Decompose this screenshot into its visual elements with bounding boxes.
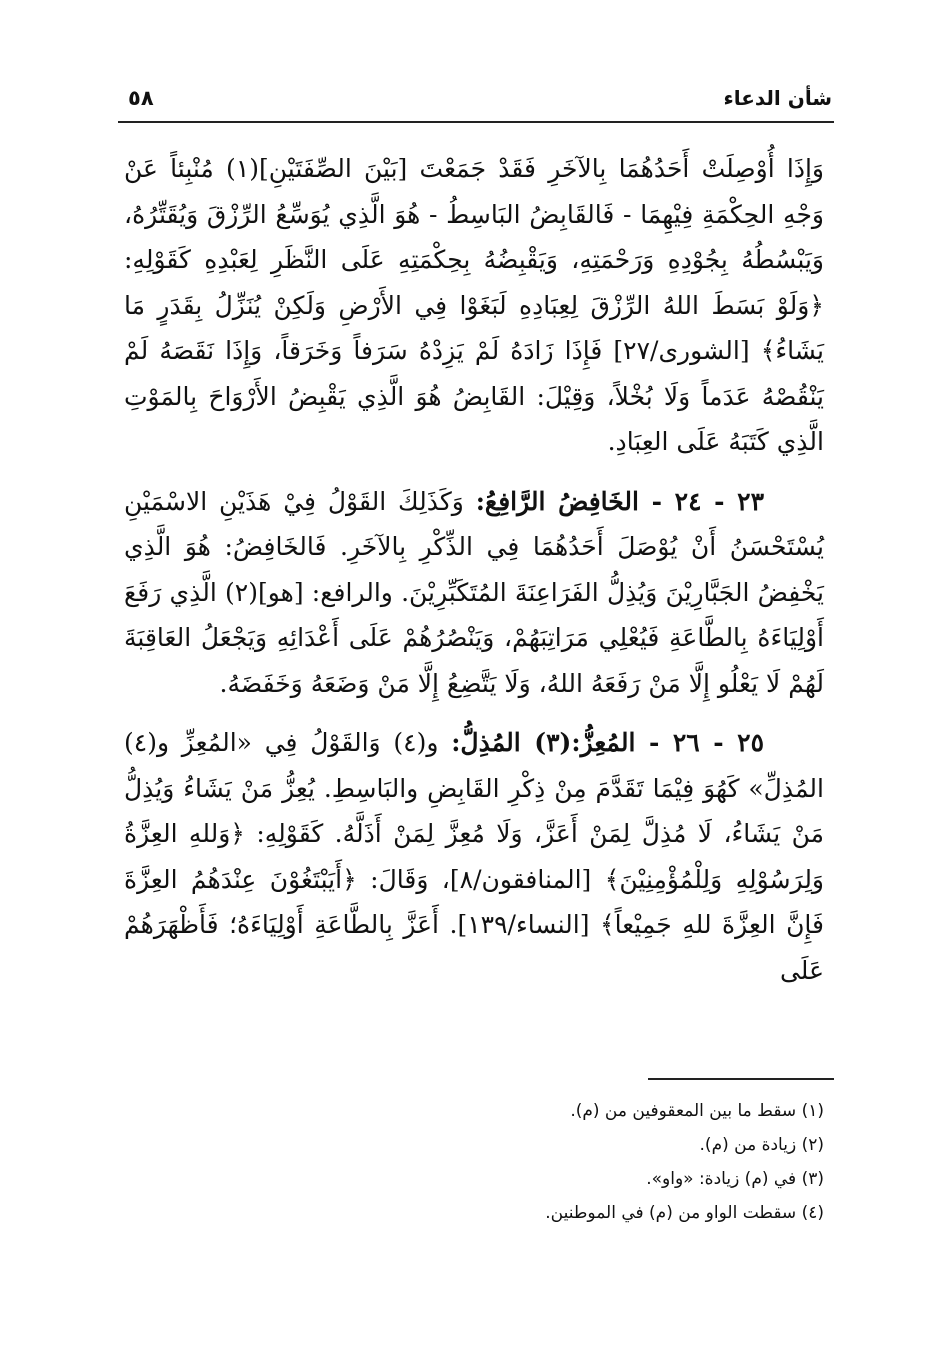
footnote-2: (٢) زيادة من (م). [699, 1135, 824, 1155]
footnotes [364, 1094, 824, 1230]
running-title: شأن الدعاء [723, 86, 832, 110]
paragraph-3-text: و(٤) وَالقَوْلُ فِي «المُعِزِّ و(٤) المُذِلِّ» كَهُوَ فِيْمَا تَقَدَّمَ مِنْ ذِكْرِ القَابِضِ والبَاسِطِ. يُعِزُّ مَنْ يَشَاءُ وَيُذِلُّ مَنْ يَشَاءُ، لَا مُذِلَّ لِمَنْ أَعَزَّ، وَلَا مُعِزَّ لِمَنْ أَذَلَّهُ. كَقَوْلِهِ: ﴿وَللهِ العِزَّةُ وَلِرَسُوْلِهِ وَلِلْمُؤْمِنِيْنَ﴾ [المنافقون/٨]، وَقَالَ: ﴿أَيَبْتَغُوْنَ عِنْدَهُمُ العِزَّةَ فَإِنَّ العِزَّةَ للهِ جَمِيْعاً﴾ [النساء/١٣٩]. أَعَزَّ بِالطَّاعَةِ أَوْلِيَاءَهُ؛ فَأَظْهَرَهُمْ عَلَى [124, 728, 825, 985]
paragraph-3-heading: ٢٥ - ٢٦ - المُعِزُّ:(٣) المُذِلُّ: [451, 728, 764, 757]
paragraph-3 [124, 720, 824, 993]
footnote-divider [648, 1078, 834, 1080]
paragraph-1 [124, 146, 824, 465]
header-divider [118, 121, 834, 123]
footnote-3: (٣) في (م) زيادة: «واو». [646, 1169, 824, 1189]
paragraph-2-text: وَكَذَلِكَ القَوْلُ فِيْ هَذَيْنِ الاسْمَيْنِ يُسْتَحْسَنُ أَنْ يُوْصَلَ أَحَدُهُمَا فِي الذِّكْرِ بِالآخَرِ. فَالخَافِضُ: هُوَ الَّذِي يَخْفِضُ الجَبَّارِيْنَ وَيُذِلُّ الفَرَاعِنَةَ المُتَكَبِّرِيْنَ. والرافع: [هو](٢) الَّذِي رَفَعَ أَوْلِيَاءَهُ بِالطَّاعَةِ فَيُعْلِي مَرَاتِبَهُمْ، وَيَنْصُرُهُمْ عَلَى أَعْدَائِهِ وَيَجْعَلُ العَاقِبَةَ لَهُمْ لَا يَعْلُو إِلَّا مَنْ رَفَعَهُ اللهُ، وَلَا يَتَّضِعُ إِلَّا مَنْ وَضَعَهُ وَخَفَضَهُ. [124, 486, 824, 698]
page-number: ٥٨ [128, 86, 154, 110]
paragraph-2-heading: ٢٣ - ٢٤ - الخَافِضُ الرَّافِعُ: [475, 486, 764, 516]
footnote-4: (٤) سقطت الواو من (م) في الموطنين. [545, 1203, 824, 1223]
main-text [124, 146, 824, 993]
running-header [120, 86, 832, 116]
paragraph-1-text: وَإِذَا أُوْصِلَتْ أَحَدُهُمَا بِالآخَرِ فَقَدْ جَمَعْتَ [بَيْنَ الصِّفَتَيْنِ](١) مُنْبِئاً عَنْ وَجْهِ الحِكْمَةِ فِيْهِمَا - فَالقَابِضُ البَاسِطُ - هُوَ الَّذِي يُوَسِّعُ الرِّزْقَ وَيُقَتِّرُهُ، وَيَبْسُطُهُ بِجُوْدِهِ وَرَحْمَتِهِ، وَيَقْبِضُهُ بِحِكْمَتِهِ عَلَى النَّظَرِ لِعَبْدِهِ كَقَوْلِهِ: ﴿وَلَوْ بَسَطَ اللهُ الرِّزْقَ لِعِبَادِهِ لَبَغَوْا فِي الأَرْضِ وَلَكِنْ يُنَزِّلُ بِقَدَرٍ مَا يَشَاءُ﴾ [الشورى/٢٧] فَإِذَا زَادَهُ لَمْ يَزِدْهُ سَرَفاً وَخَرَقاً، وَإِذَا نَقَصَهُ لَمْ يَنْقُصْهُ عَدَماً وَلَا بُخْلاً، وَقِيْلَ: القَابِضُ هُوَ الَّذِي يَقْبِضُ الأَرْوَاحَ بِالمَوْتِ الَّذِي كَتَبَهُ عَلَى العِبَادِ. [124, 154, 825, 456]
footnote-1: (١) سقط ما بين المعقوفين من (م). [570, 1101, 824, 1121]
paragraph-2 [124, 479, 824, 707]
